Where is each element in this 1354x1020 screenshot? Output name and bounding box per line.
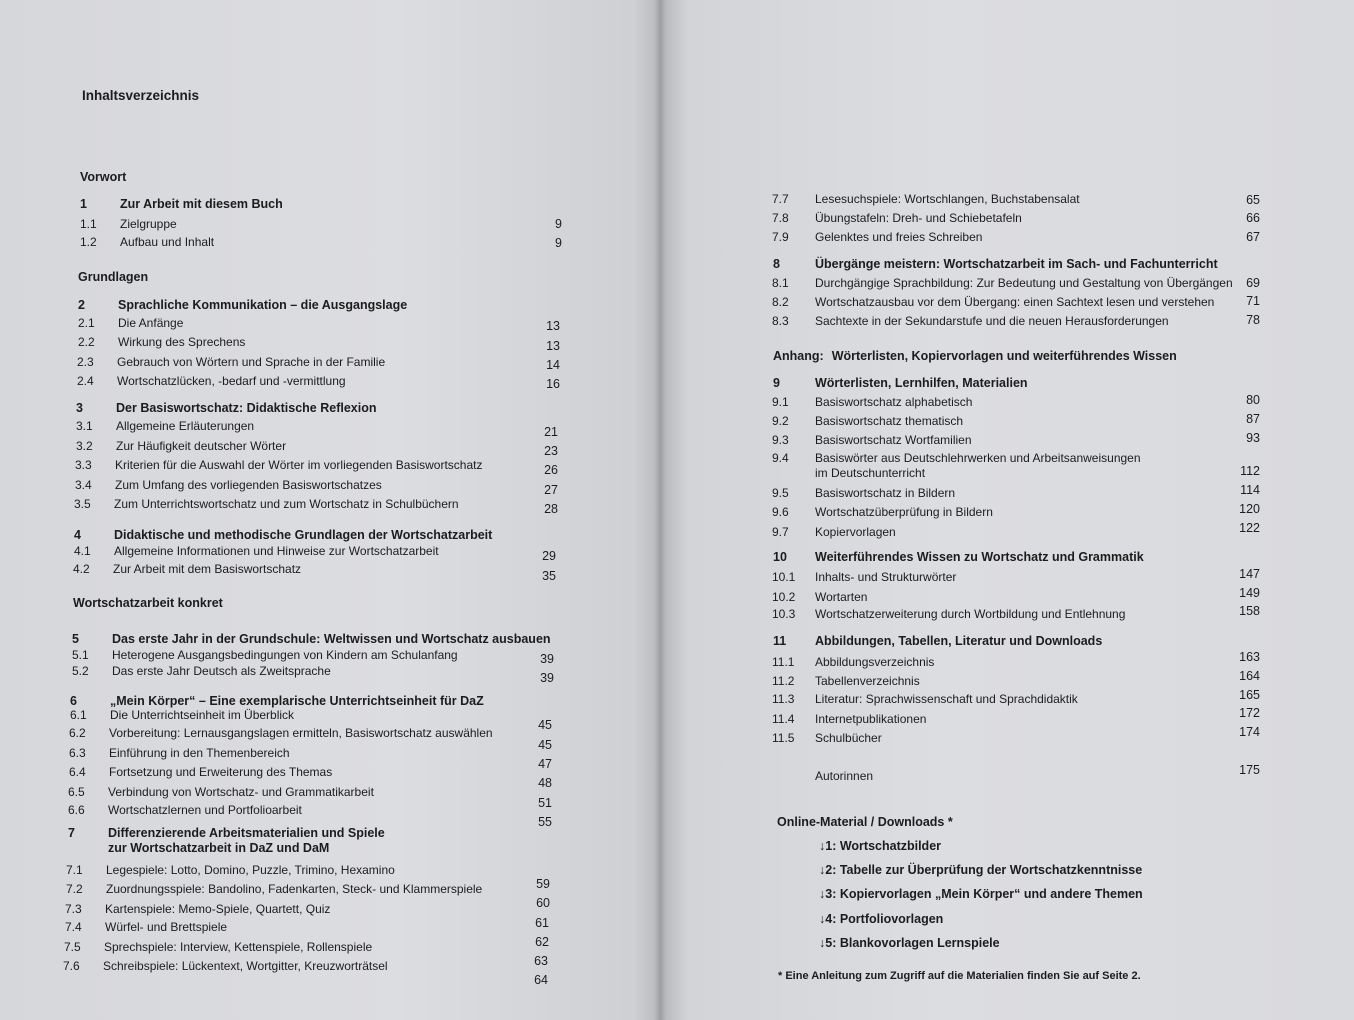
page-number: 60 — [536, 896, 550, 910]
online-material-heading: Online-Material / Downloads * — [777, 815, 953, 829]
page-number: 51 — [538, 796, 552, 810]
page-number: 29 — [542, 549, 556, 563]
page-number: 47 — [538, 757, 552, 771]
entry-title: Einführung in den Themenbereich — [109, 746, 290, 760]
entry-title: Lesesuchspiele: Wortschlangen, Buchstabensalat — [815, 192, 1080, 206]
entry-number: 7.9 — [772, 230, 789, 244]
page-number: 21 — [544, 425, 558, 439]
entry-title: Aufbau und Inhalt — [120, 235, 215, 249]
footnote: * Eine Anleitung zum Zugriff auf die Materialien finden Sie auf Seite 2. — [778, 970, 1141, 982]
chapter-title: Differenzierende Arbeitsmaterialien und Spiele zur Wortschatzarbeit in DaZ und DaM — [108, 826, 385, 855]
page-number: 149 — [1239, 586, 1260, 600]
section-heading: Grundlagen — [78, 270, 149, 284]
entry-title: Wirkung des Sprechens — [118, 335, 246, 349]
entry-number: 9.3 — [772, 433, 789, 447]
entry-number: 2.1 — [78, 316, 95, 330]
entry-title: Wortschatzüberprüfung in Bildern — [815, 505, 993, 519]
entry-number: 9.5 — [772, 486, 789, 500]
book-gutter — [654, 0, 666, 1020]
page-number: 114 — [1240, 483, 1260, 497]
entry-title: Wortschatzlücken, -bedarf und -vermittlung — [117, 374, 346, 388]
entry-number: 6.4 — [69, 765, 86, 779]
entry-number: 10.3 — [772, 607, 796, 621]
page-number: 65 — [1246, 193, 1260, 207]
entry-title: Zuordnungsspiele: Bandolino, Fadenkarten, Steck- und Klammerspiele — [106, 882, 483, 896]
entry-title: Verbindung von Wortschatz- und Grammatikarbeit — [108, 785, 374, 799]
entry-number: 7.3 — [65, 902, 82, 916]
page-number: 71 — [1246, 294, 1260, 308]
chapter-title: Übergänge meistern: Wortschatzarbeit im Sach- und Fachunterricht — [815, 257, 1218, 271]
page-number: 13 — [546, 319, 560, 333]
chapter-number: 1 — [80, 197, 87, 211]
page-number: 147 — [1239, 567, 1260, 581]
entry-title: Kartenspiele: Memo-Spiele, Quartett, Quiz — [105, 902, 331, 916]
entry-number: 2.4 — [77, 374, 94, 388]
entry-title: Wortarten — [815, 590, 868, 604]
entry-title: Die Anfänge — [118, 316, 184, 330]
entry-title: Wortschatzlernen und Portfolioarbeit — [108, 803, 302, 817]
chapter-number: 4 — [74, 528, 81, 542]
page-number: 45 — [538, 718, 552, 732]
entry-number: 7.2 — [66, 882, 83, 896]
entry-number: 6.6 — [68, 803, 85, 817]
entry-title: Das erste Jahr Deutsch als Zweitsprache — [112, 664, 331, 678]
entry-title: Abbildungsverzeichnis — [815, 655, 935, 669]
page-number: 165 — [1239, 688, 1260, 702]
page-number: 80 — [1246, 393, 1260, 407]
entry-title: Kriterien für die Auswahl der Wörter im vorliegenden Basiswortschatz — [115, 458, 483, 472]
entry-title: Wortschatzerweiterung durch Wortbildung und Entlehnung — [815, 607, 1126, 621]
entry-number: 6.2 — [69, 726, 86, 740]
entry-number: 9.4 — [772, 451, 789, 465]
page-number: 69 — [1246, 276, 1260, 290]
page-number: 45 — [538, 738, 552, 752]
entry-number: 3.4 — [75, 478, 92, 492]
entry-number: 11.2 — [772, 674, 795, 688]
entry-number: 6.1 — [70, 708, 87, 722]
chapter-number: 2 — [78, 298, 85, 312]
entry-title: Basiswörter aus Deutschlehrwerken und Arbeitsanweisungen im Deutschunterricht — [815, 451, 1141, 480]
chapter-title: „Mein Körper“ – Eine exemplarische Unterrichtseinheit für DaZ — [110, 694, 484, 708]
entry-title: Allgemeine Erläuterungen — [116, 419, 255, 433]
entry-title: Tabellenverzeichnis — [815, 674, 920, 688]
entry-title: Würfel- und Brettspiele — [105, 920, 228, 934]
entry-number: 9.1 — [772, 395, 789, 409]
entry-title: Zum Unterrichtswortschatz und zum Wortschatz in Schulbüchern — [114, 497, 459, 511]
entry-number: 2.3 — [77, 355, 94, 369]
page-number: 64 — [534, 973, 548, 987]
toc-title: Inhaltsverzeichnis — [82, 88, 200, 103]
entry-title: Autorinnen — [815, 769, 874, 783]
page-number: 120 — [1239, 502, 1260, 516]
left-page — [0, 0, 660, 1020]
entry-title: Gebrauch von Wörtern und Sprache in der Familie — [117, 355, 386, 369]
entry-number: 10.1 — [772, 570, 796, 584]
entry-title: Gelenktes und freies Schreiben — [815, 230, 983, 244]
entry-title: Übungstafeln: Dreh- und Schiebetafeln — [815, 211, 1022, 225]
page-number: 112 — [1240, 464, 1260, 478]
page-number: 16 — [546, 377, 560, 391]
entry-title: Allgemeine Informationen und Hinweise zur Wortschatzarbeit — [114, 544, 439, 558]
entry-number: 9.6 — [772, 505, 789, 519]
download-item: ↓5: Blankovorlagen Lernspiele — [819, 936, 1000, 950]
entry-number: 3.5 — [74, 497, 91, 511]
page-number: 175 — [1239, 763, 1260, 777]
page-number: 61 — [535, 916, 549, 930]
chapter-number: 8 — [773, 257, 780, 271]
entry-title: Basiswortschatz thematisch — [815, 414, 964, 428]
entry-number: 7.5 — [64, 940, 81, 954]
chapter-title: Der Basiswortschatz: Didaktische Reflexion — [116, 401, 377, 415]
page-number: 28 — [544, 502, 558, 516]
chapter-number: 6 — [70, 694, 77, 708]
entry-title: Schulbücher — [815, 731, 882, 745]
page-number: 63 — [534, 954, 548, 968]
entry-number: 11.1 — [772, 655, 795, 669]
entry-number: 4.2 — [73, 562, 90, 576]
appendix-heading — [773, 349, 1177, 363]
section-heading: Wortschatzarbeit konkret — [73, 596, 223, 610]
download-item: ↓1: Wortschatzbilder — [819, 839, 942, 853]
page-number: 158 — [1239, 604, 1260, 618]
appendix-title: Wörterlisten, Kopiervorlagen und weiterführendes Wissen — [831, 349, 1177, 363]
chapter-title: Zur Arbeit mit diesem Buch — [120, 197, 283, 211]
entry-number: 6.3 — [69, 746, 86, 760]
entry-number: 7.1 — [66, 863, 83, 877]
entry-title: Zur Arbeit mit dem Basiswortschatz — [113, 562, 302, 576]
download-item: ↓2: Tabelle zur Überprüfung der Wortschatzkenntnisse — [819, 863, 1143, 877]
entry-number: 2.2 — [78, 335, 95, 349]
entry-number: 8.3 — [772, 314, 789, 328]
entry-title: Heterogene Ausgangsbedingungen von Kindern am Schulanfang — [112, 648, 458, 662]
entry-title: Kopiervorlagen — [815, 525, 896, 539]
page-number: 59 — [536, 877, 550, 891]
page-number: 35 — [542, 569, 556, 583]
page-number: 39 — [540, 652, 554, 666]
page-number: 66 — [1246, 211, 1260, 225]
entry-title: Inhalts- und Strukturwörter — [815, 570, 957, 584]
entry-title: Basiswortschatz alphabetisch — [815, 395, 973, 409]
entry-number: 1.2 — [80, 235, 97, 249]
chapter-title: Didaktische und methodische Grundlagen der Wortschatzarbeit — [114, 528, 493, 542]
entry-title: Zur Häufigkeit deutscher Wörter — [116, 439, 287, 453]
page-number: 122 — [1239, 521, 1260, 535]
entry-number: 8.2 — [772, 295, 789, 309]
entry-number: 9.2 — [772, 414, 789, 428]
chapter-number: 11 — [773, 634, 787, 648]
entry-number: 11.5 — [772, 731, 795, 745]
download-item: ↓4: Portfoliovorlagen — [819, 912, 944, 926]
entry-number: 8.1 — [772, 276, 789, 290]
entry-number: 9.7 — [772, 525, 789, 539]
chapter-title: Das erste Jahr in der Grundschule: Weltwissen und Wortschatz ausbauen — [112, 632, 551, 646]
chapter-title: Abbildungen, Tabellen, Literatur und Downloads — [815, 634, 1103, 648]
chapter-number: 5 — [72, 632, 79, 646]
entry-title: Legespiele: Lotto, Domino, Puzzle, Trimino, Hexamino — [106, 863, 395, 877]
chapter-title: Sprachliche Kommunikation – die Ausgangslage — [118, 298, 408, 312]
page-number: 163 — [1239, 650, 1260, 664]
entry-title: Durchgängige Sprachbildung: Zur Bedeutung und Gestaltung von Übergängen — [815, 276, 1233, 290]
page-number: 14 — [546, 358, 560, 372]
entry-number: 7.8 — [772, 211, 789, 225]
entry-title: Wortschatzausbau vor dem Übergang: einen Sachtext lesen und verstehen — [815, 295, 1215, 309]
entry-title: Internetpublikationen — [815, 712, 927, 726]
entry-number: 11.4 — [772, 712, 795, 726]
entry-number: 3.3 — [75, 458, 92, 472]
entry-number: 3.1 — [76, 419, 93, 433]
entry-number: 4.1 — [74, 544, 91, 558]
entry-number: 7.6 — [63, 959, 80, 973]
chapter-title: Wörterlisten, Lernhilfen, Materialien — [815, 376, 1028, 390]
chapter-number: 3 — [76, 401, 83, 415]
page-number: 67 — [1246, 230, 1260, 244]
page-number: 55 — [538, 815, 552, 829]
entry-title: Schreibspiele: Lückentext, Wortgitter, Kreuzworträtsel — [103, 959, 388, 973]
entry-title: Literatur: Sprachwissenschaft und Sprachdidaktik — [815, 692, 1078, 706]
page-number: 27 — [544, 483, 558, 497]
download-item: ↓3: Kopiervorlagen „Mein Körper“ und andere Themen — [819, 887, 1143, 901]
page-number: 78 — [1246, 313, 1260, 327]
entry-title: Vorbereitung: Lernausgangslagen ermitteln, Basiswortschatz auswählen — [109, 726, 493, 740]
page-number: 9 — [555, 217, 562, 231]
page-number: 13 — [546, 339, 560, 353]
page-number: 174 — [1239, 725, 1260, 739]
chapter-number: 7 — [68, 826, 75, 840]
page-number: 39 — [540, 671, 554, 685]
entry-title: Fortsetzung und Erweiterung des Themas — [109, 765, 333, 779]
page-number: 62 — [535, 935, 549, 949]
entry-title: Zielgruppe — [120, 217, 177, 231]
page-number: 164 — [1239, 669, 1260, 683]
section-heading: Vorwort — [80, 170, 127, 184]
entry-title: Sprechspiele: Interview, Kettenspiele, Rollenspiele — [104, 940, 373, 954]
right-page — [660, 0, 1354, 1020]
appendix-label: Anhang: — [773, 349, 824, 363]
page-number: 172 — [1239, 706, 1260, 720]
entry-number: 7.7 — [772, 192, 789, 206]
page-number: 48 — [538, 776, 552, 790]
chapter-title: Weiterführendes Wissen zu Wortschatz und Grammatik — [815, 550, 1144, 564]
entry-title: Zum Umfang des vorliegenden Basiswortschatzes — [115, 478, 382, 492]
chapter-number: 9 — [773, 376, 780, 390]
entry-number: 11.3 — [772, 692, 795, 706]
page-number: 26 — [544, 463, 558, 477]
entry-number: 7.4 — [65, 920, 82, 934]
page-number: 87 — [1246, 412, 1260, 426]
entry-number: 10.2 — [772, 590, 796, 604]
page-number: 93 — [1246, 431, 1260, 445]
entry-number: 6.5 — [68, 785, 85, 799]
entry-title: Die Unterrichtseinheit im Überblick — [110, 708, 295, 722]
entry-number: 5.1 — [72, 648, 89, 662]
chapter-number: 10 — [773, 550, 787, 564]
entry-title: Basiswortschatz Wortfamilien — [815, 433, 972, 447]
page-number: 23 — [544, 444, 558, 458]
entry-title: Basiswortschatz in Bildern — [815, 486, 956, 500]
entry-number: 3.2 — [76, 439, 93, 453]
page-number: 9 — [555, 236, 562, 250]
entry-number: 5.2 — [72, 664, 89, 678]
entry-number: 1.1 — [80, 217, 97, 231]
entry-title: Sachtexte in der Sekundarstufe und die neuen Herausforderungen — [815, 314, 1169, 328]
